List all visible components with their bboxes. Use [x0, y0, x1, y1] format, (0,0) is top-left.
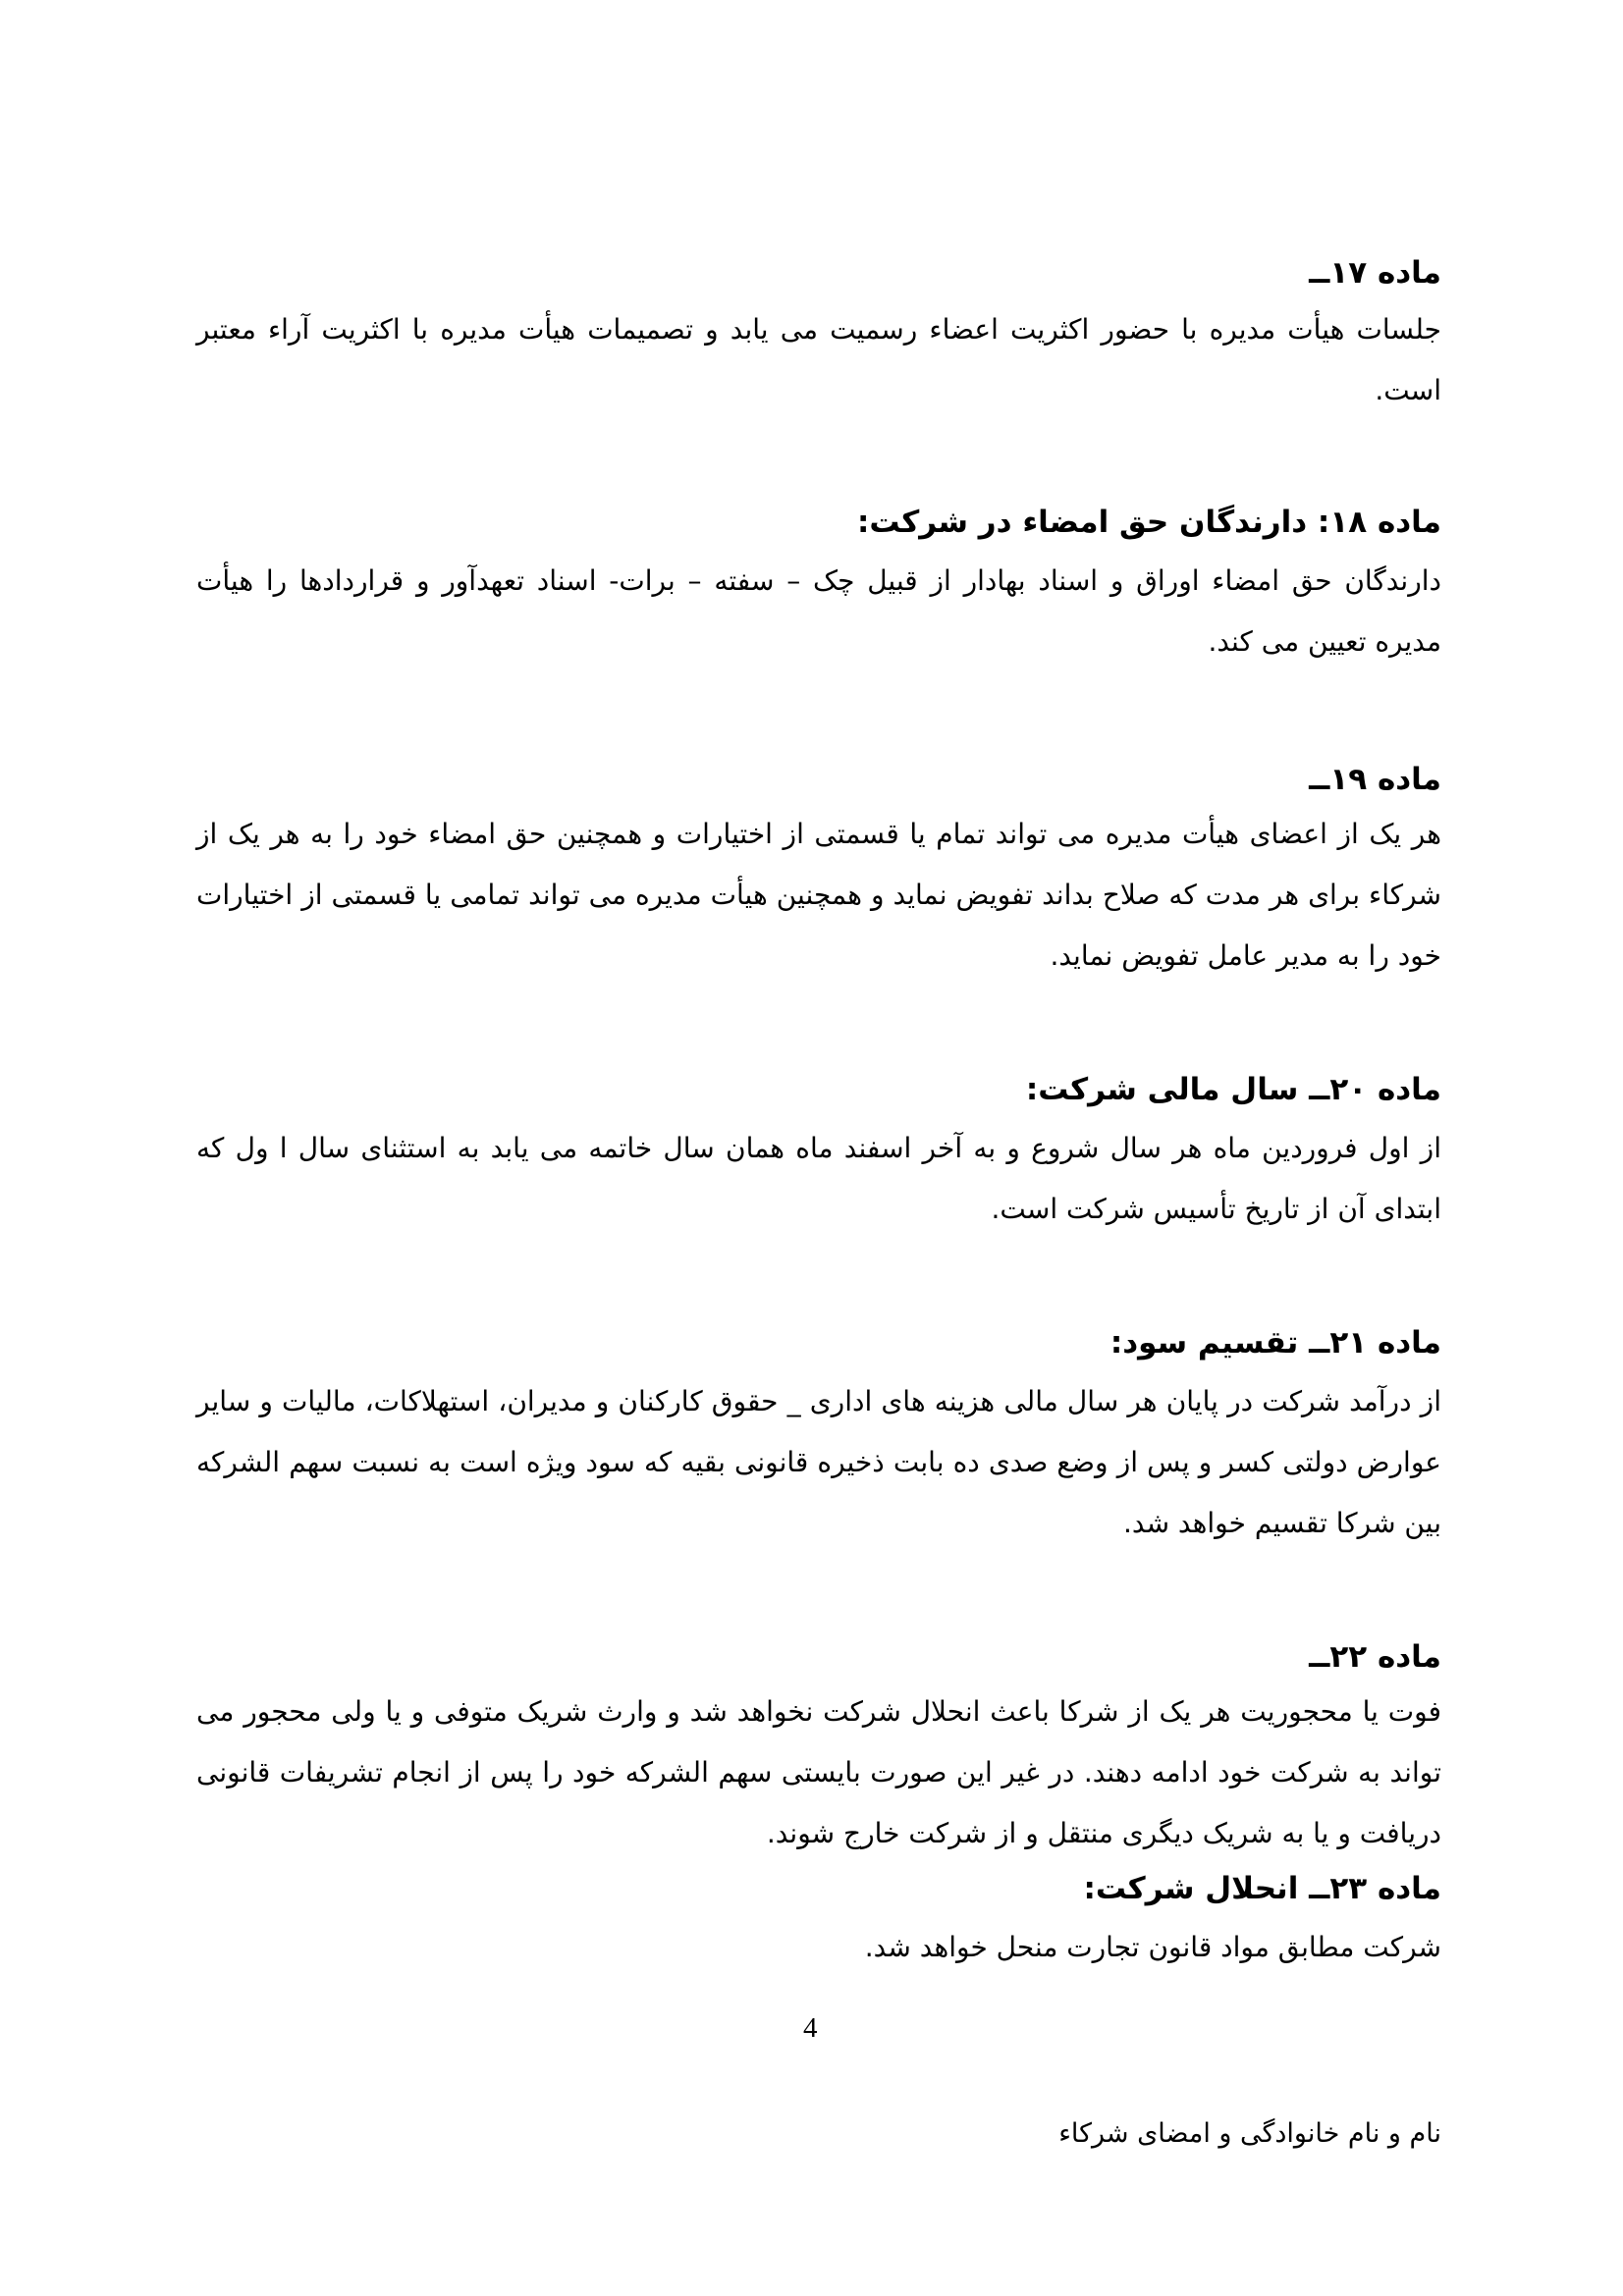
article-17: [196, 250, 1441, 421]
page-number: 4: [803, 2012, 818, 2044]
article-heading: ماده ۲۱ــ تقسیم سود:: [1109, 1325, 1441, 1361]
article-body: فوت یا محجوریت هر یک از شرکا باعث انحلال شرکت نخواهد شد و وارث شریک متوفی و یا ولی محجور می تواند به شرکت خود ادامه دهند. در غیر این صورت بایستی سهم الشرکه خود را پس از انجام تشریفات قانونی دریافت و یا به شریک دیگری منتقل و از شرکت خارج شوند.: [196, 1695, 1441, 1849]
article-heading: ماده ۲۲ــ: [1309, 1639, 1441, 1675]
article-21: [196, 1320, 1441, 1554]
article-body: دارندگان حق امضاء اوراق و اسناد بهادار از قبیل چک – سفته – برات- اسناد تعهدآور و قراردادها را هیأت مدیره تعیین می کند.: [196, 564, 1441, 658]
signature-footer: نام و نام خانوادگی و امضای شرکاء: [1058, 2118, 1441, 2149]
article-body: شرکت مطابق مواد قانون تجارت منحل خواهد شد.: [864, 1931, 1441, 1963]
articles-container: [196, 250, 1441, 1978]
article-body: هر یک از اعضای هیأت مدیره می تواند تمام یا قسمتی از اختیارات و همچنین حق امضاء خود را به هر یک از شرکاء برای هر مدت که صلاح بداند تفویض نماید و همچنین هیأت مدیره می تواند تمامی یا قسمتی از اختیارات خود را به مدیر عامل تفویض نماید.: [196, 818, 1441, 972]
article-body: جلسات هیأت مدیره با حضور اکثریت اعضاء رسمیت می یابد و تصمیمات هیأت مدیره با اکثریت آراء معتبر است.: [196, 313, 1441, 406]
article-heading: ماده ۱۹ــ: [1309, 762, 1441, 797]
article-20: [196, 1067, 1441, 1240]
article-heading: ماده ۱۷ــ: [1309, 255, 1441, 291]
article-18: [196, 500, 1441, 672]
article-heading: ماده ۲۳ــ انحلال شرکت:: [1083, 1871, 1441, 1906]
article-body: از درآمد شرکت در پایان هر سال مالی هزینه های اداری _ حقوق کارکنان و مدیران، استهلاکات، مالیات و سایر عوارض دولتی کسر و پس از وضع صدی ده بابت ذخیره قانونی بقیه که سود ویژه است به نسبت سهم الشرکه بین شرکا تقسیم خواهد شد.: [196, 1385, 1441, 1539]
article-body: از اول فروردین ماه هر سال شروع و به آخر اسفند ماه همان سال خاتمه می یابد به استثنای سال ا ول که ابتدای آن از تاریخ تأسیس شرکت است.: [196, 1132, 1441, 1225]
article-heading: ماده ۱۸: دارندگان حق امضاء در شرکت:: [856, 505, 1441, 540]
article-23: [196, 1866, 1441, 1978]
article-19: [196, 757, 1441, 987]
article-heading: ماده ۲۰ــ سال مالی شرکت:: [1025, 1072, 1441, 1107]
article-22: [196, 1634, 1441, 1864]
